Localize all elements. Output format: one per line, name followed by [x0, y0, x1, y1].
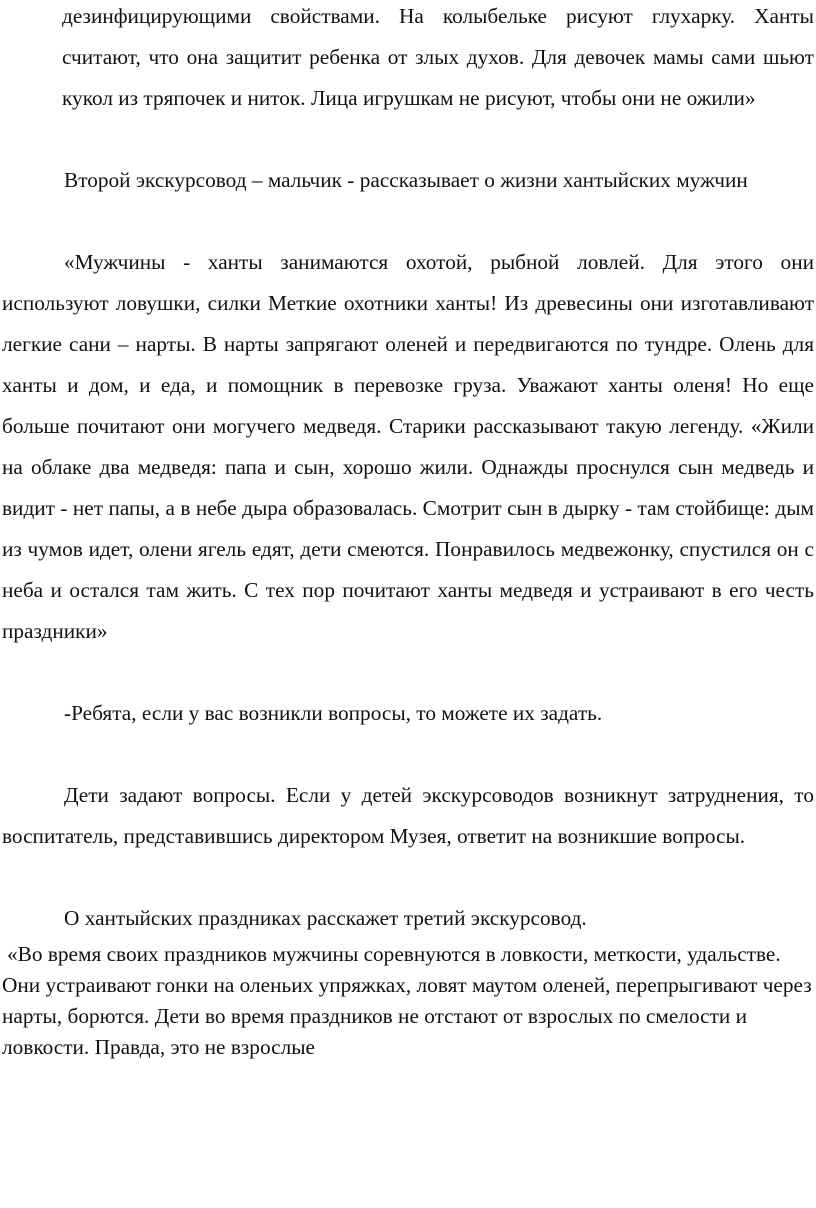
paragraph-spacer — [2, 119, 814, 160]
paragraph-spacer — [2, 734, 814, 775]
paragraph-5: Дети задают вопросы. Если у детей экскурсоводов возникнут затруднения, то воспитатель, представившись директором Музея, ответит на возникшие вопросы. — [2, 783, 814, 848]
paragraph-3: «Мужчины - ханты занимаются охотой, рыбной ловлей. Для этого они используют ловушки, силки Меткие охотники ханты! Из древесины они изготавливают легкие сани – нарты. В нарты запрягают оленей и передвигаются по тундре. Олень для ханты и дом, и еда, и помощник в перевозке груза. Уважают ханты оленя! Но еще больше почитают они могучего медведя. Старики рассказывают такую легенду. «Жили на облаке два медведя: папа и сын, хорошо жили. Однажды проснулся сын медведь и видит - нет папы, а в небе дыра образовалась. Смотрит сын в дырку - там стойбище: дым из чумов идет, олени ягель едят, дети смеются. Понравилось медвежонку, спустился он с неба и остался там жить. С тех пор почитают ханты медведя и устраивают в его честь праздники» — [2, 250, 814, 643]
paragraph-spacer — [2, 201, 814, 242]
paragraph-spacer — [2, 857, 814, 898]
paragraph-2: Второй экскурсовод – мальчик - рассказывает о жизни хантыйских мужчин — [64, 168, 748, 192]
paragraph-6: О хантыйских праздниках расскажет третий экскурсовод. — [64, 906, 587, 930]
paragraph-4: -Ребята, если у вас возникли вопросы, то можете их задать. — [64, 701, 603, 725]
paragraph-spacer — [2, 652, 814, 693]
paragraph-1: дезинфицирующими свойствами. На колыбельке рисуют глухарку. Ханты считают, что она защитит ребенка от злых духов. Для девочек мамы сами шьют кукол из тряпочек и ниток. Лица игрушкам не рисуют, чтобы они не ожили» — [62, 4, 814, 110]
paragraph-7: «Во время своих праздников мужчины соревнуются в ловкости, меткости, удальстве. Они устраивают гонки на оленьих упряжках, ловят маутом оленей, перепрыгивают через нарты, борются. Дети во время праздников не отстают от взрослых по смелости и ловкости. Правда, это не взрослые — [2, 942, 812, 1059]
